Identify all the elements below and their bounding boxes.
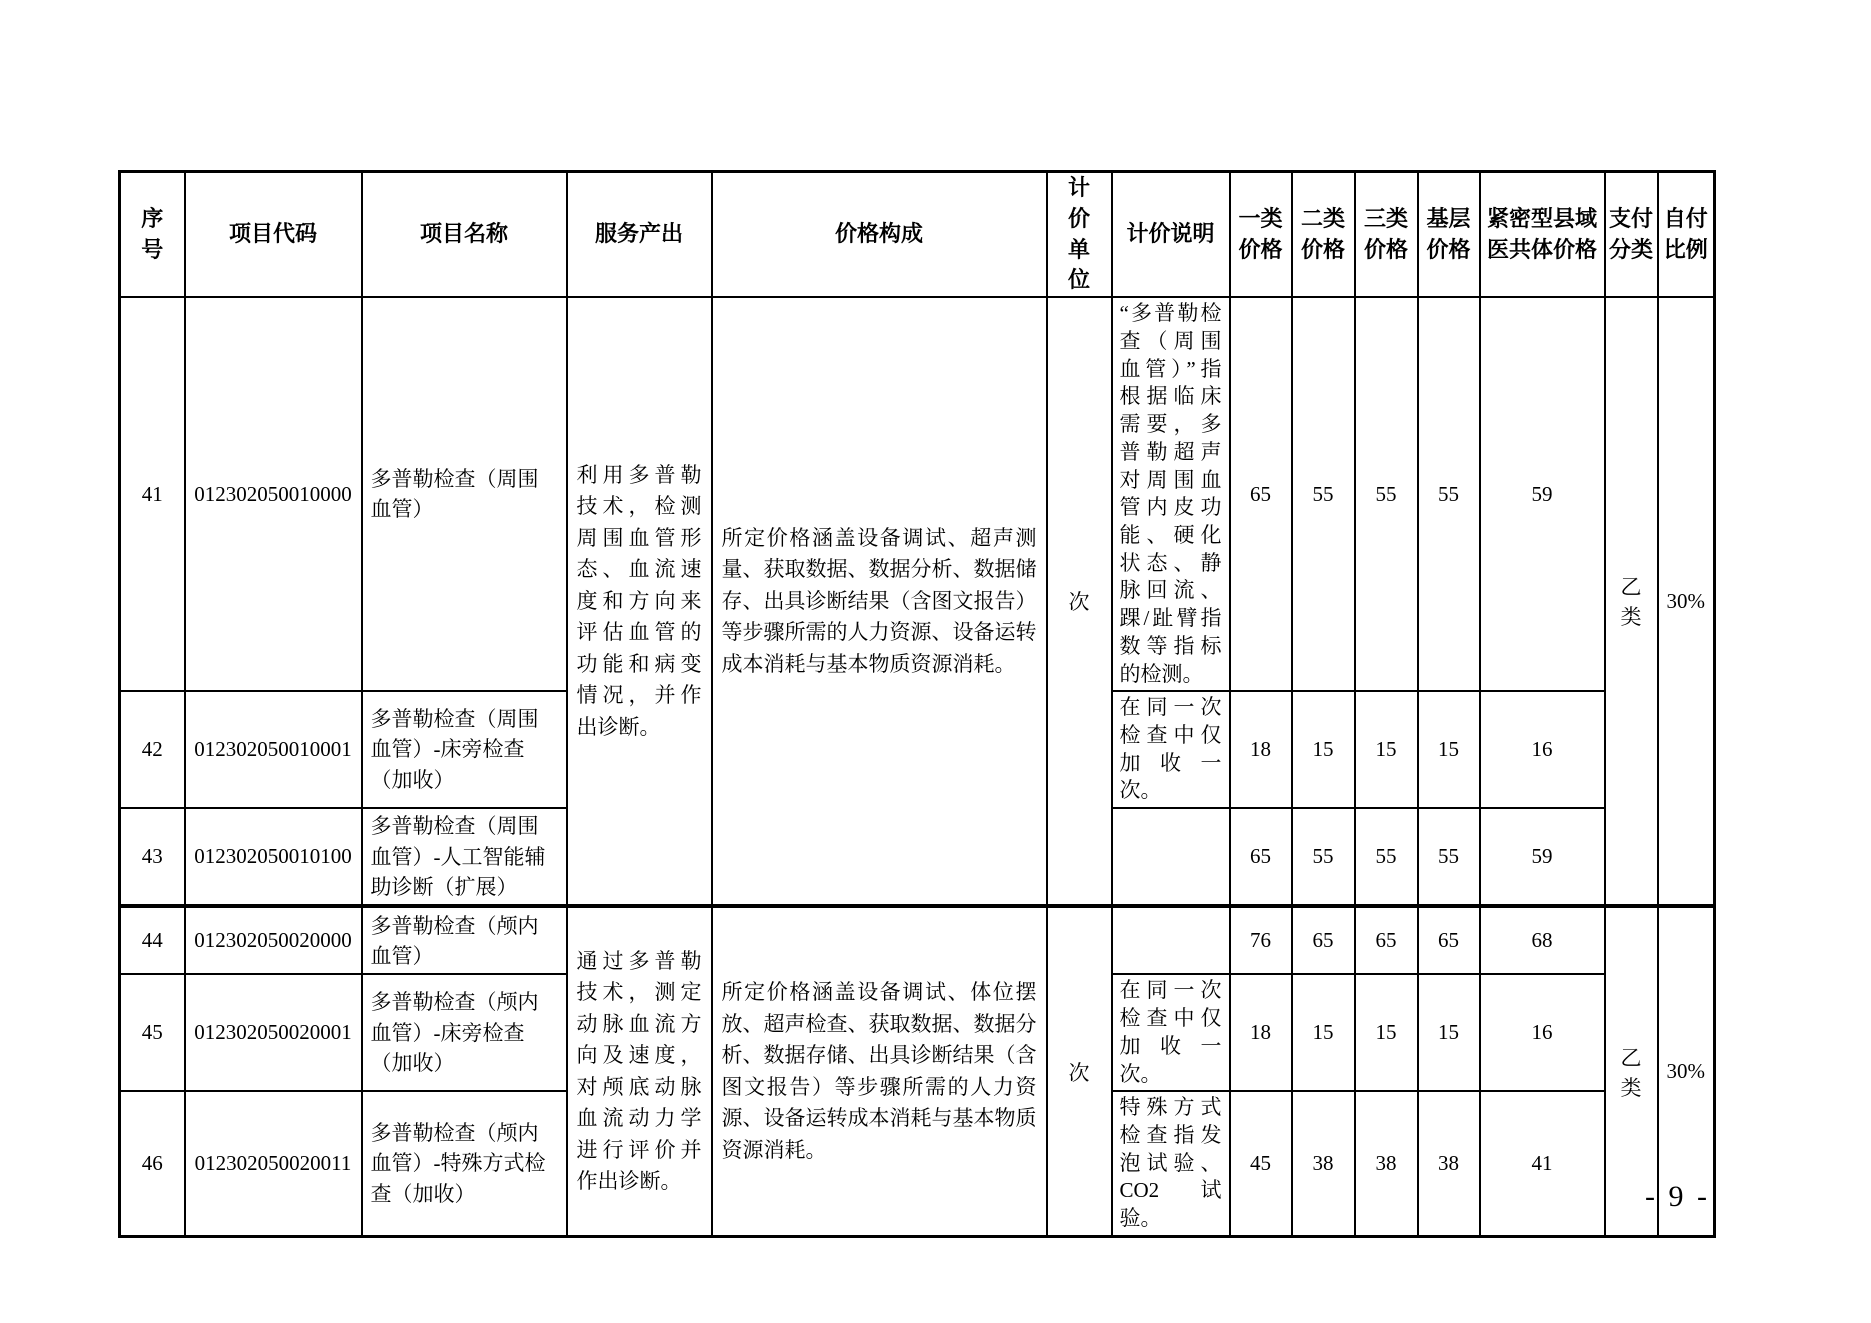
page-number: - 9 - [1645, 1180, 1710, 1213]
row45-name: 多普勒检查（颅内血管）-床旁检查（加收） [362, 974, 567, 1091]
row43-index: 43 [120, 808, 185, 906]
row43-price-county: 59 [1480, 808, 1605, 906]
row44-price-tier1: 76 [1230, 906, 1292, 974]
row43-code: 012302050010100 [185, 808, 362, 906]
row46-price-tier1: 45 [1230, 1091, 1292, 1236]
row42-index: 42 [120, 691, 185, 808]
row45-code: 012302050020001 [185, 974, 362, 1091]
row46-price-tier2: 38 [1292, 1091, 1355, 1236]
table-row-44 [120, 906, 1715, 974]
header-price-county: 紧密型县域医共体价格 [1480, 172, 1605, 298]
table-row-41 [120, 297, 1715, 691]
row42-price-tier2: 15 [1292, 691, 1355, 808]
row44-name: 多普勒检查（颅内血管） [362, 906, 567, 974]
header-name: 项目名称 [362, 172, 567, 298]
row44-note [1112, 906, 1230, 974]
header-price-tier1: 一类价格 [1230, 172, 1292, 298]
row46-note: 特殊方式检查指发泡试验、CO2 试验。 [1112, 1091, 1230, 1236]
price-table [118, 170, 1716, 1238]
row43-note [1112, 808, 1230, 906]
row46-name: 多普勒检查（颅内血管）-特殊方式检查（加收） [362, 1091, 567, 1236]
row45-price-basic: 15 [1418, 974, 1480, 1091]
row41-price-county: 59 [1480, 297, 1605, 691]
row41-price-tier1: 65 [1230, 297, 1292, 691]
row43-price-tier2: 55 [1292, 808, 1355, 906]
row46-code: 012302050020011 [185, 1091, 362, 1236]
row43-price-basic: 55 [1418, 808, 1480, 906]
row45-index: 45 [120, 974, 185, 1091]
header-row [120, 172, 1715, 298]
row46-price-county: 41 [1480, 1091, 1605, 1236]
group2-output: 通过多普勒技术，测定动脉血流方向及速度，对颅底动脉血流动力学进行评价并作出诊断。 [567, 906, 712, 1236]
group2-unit: 次 [1047, 906, 1112, 1236]
header-price-tier3: 三类价格 [1355, 172, 1418, 298]
row46-price-basic: 38 [1418, 1091, 1480, 1236]
row41-price-basic: 55 [1418, 297, 1480, 691]
row41-note: “多普勒检查（周围血管）”指根据临床需要，多普勒超声对周围血管内皮功能、硬化状态、静脉回流、踝/趾臂指数等指标的检测。 [1112, 297, 1230, 691]
header-note: 计价说明 [1112, 172, 1230, 298]
group1-composition: 所定价格涵盖设备调试、超声测量、获取数据、数据分析、数据储存、出具诊断结果（含图文报告）等步骤所需的人力资源、设备运转成本消耗与基本物质资源消耗。 [712, 297, 1047, 906]
row44-price-tier3: 65 [1355, 906, 1418, 974]
row42-price-tier3: 15 [1355, 691, 1418, 808]
header-pay-class: 支付分类 [1605, 172, 1658, 298]
group1-self-ratio: 30% [1658, 297, 1715, 906]
group2-pay-class: 乙类 [1605, 906, 1658, 1236]
row45-price-tier2: 15 [1292, 974, 1355, 1091]
row41-price-tier3: 55 [1355, 297, 1418, 691]
row43-price-tier1: 65 [1230, 808, 1292, 906]
row45-price-tier1: 18 [1230, 974, 1292, 1091]
row42-price-basic: 15 [1418, 691, 1480, 808]
row41-price-tier2: 55 [1292, 297, 1355, 691]
row43-price-tier3: 55 [1355, 808, 1418, 906]
group1-unit: 次 [1047, 297, 1112, 906]
row45-price-county: 16 [1480, 974, 1605, 1091]
group2-self-ratio: 30% [1658, 906, 1715, 1236]
row41-code: 012302050010000 [185, 297, 362, 691]
header-self-ratio: 自付比例 [1658, 172, 1715, 298]
row42-price-county: 16 [1480, 691, 1605, 808]
group1-pay-class: 乙类 [1605, 297, 1658, 906]
row45-note: 在同一次检查中仅加收一次。 [1112, 974, 1230, 1091]
group2-composition: 所定价格涵盖设备调试、体位摆放、超声检查、获取数据、数据分析、数据存储、出具诊断结果（含图文报告）等步骤所需的人力资源、设备运转成本消耗与基本物质资源消耗。 [712, 906, 1047, 1236]
header-price-tier2: 二类价格 [1292, 172, 1355, 298]
header-composition: 价格构成 [712, 172, 1047, 298]
row42-code: 012302050010001 [185, 691, 362, 808]
row44-price-basic: 65 [1418, 906, 1480, 974]
row43-name: 多普勒检查（周围血管）-人工智能辅助诊断（扩展） [362, 808, 567, 906]
row44-price-county: 68 [1480, 906, 1605, 974]
row41-index: 41 [120, 297, 185, 691]
header-unit: 计价单位 [1047, 172, 1112, 298]
document-page [118, 170, 1716, 1238]
row41-name: 多普勒检查（周围血管） [362, 297, 567, 691]
header-code: 项目代码 [185, 172, 362, 298]
header-price-basic: 基层价格 [1418, 172, 1480, 298]
row44-price-tier2: 65 [1292, 906, 1355, 974]
row46-index: 46 [120, 1091, 185, 1236]
group1-output: 利用多普勒技术，检测周围血管形态、血流速度和方向来评估血管的功能和病变情况，并作出诊断。 [567, 297, 712, 906]
row45-price-tier3: 15 [1355, 974, 1418, 1091]
row44-index: 44 [120, 906, 185, 974]
row42-note: 在同一次检查中仅加收一次。 [1112, 691, 1230, 808]
row42-name: 多普勒检查（周围血管）-床旁检查（加收） [362, 691, 567, 808]
header-index: 序号 [120, 172, 185, 298]
header-output: 服务产出 [567, 172, 712, 298]
row46-price-tier3: 38 [1355, 1091, 1418, 1236]
row42-price-tier1: 18 [1230, 691, 1292, 808]
row44-code: 012302050020000 [185, 906, 362, 974]
